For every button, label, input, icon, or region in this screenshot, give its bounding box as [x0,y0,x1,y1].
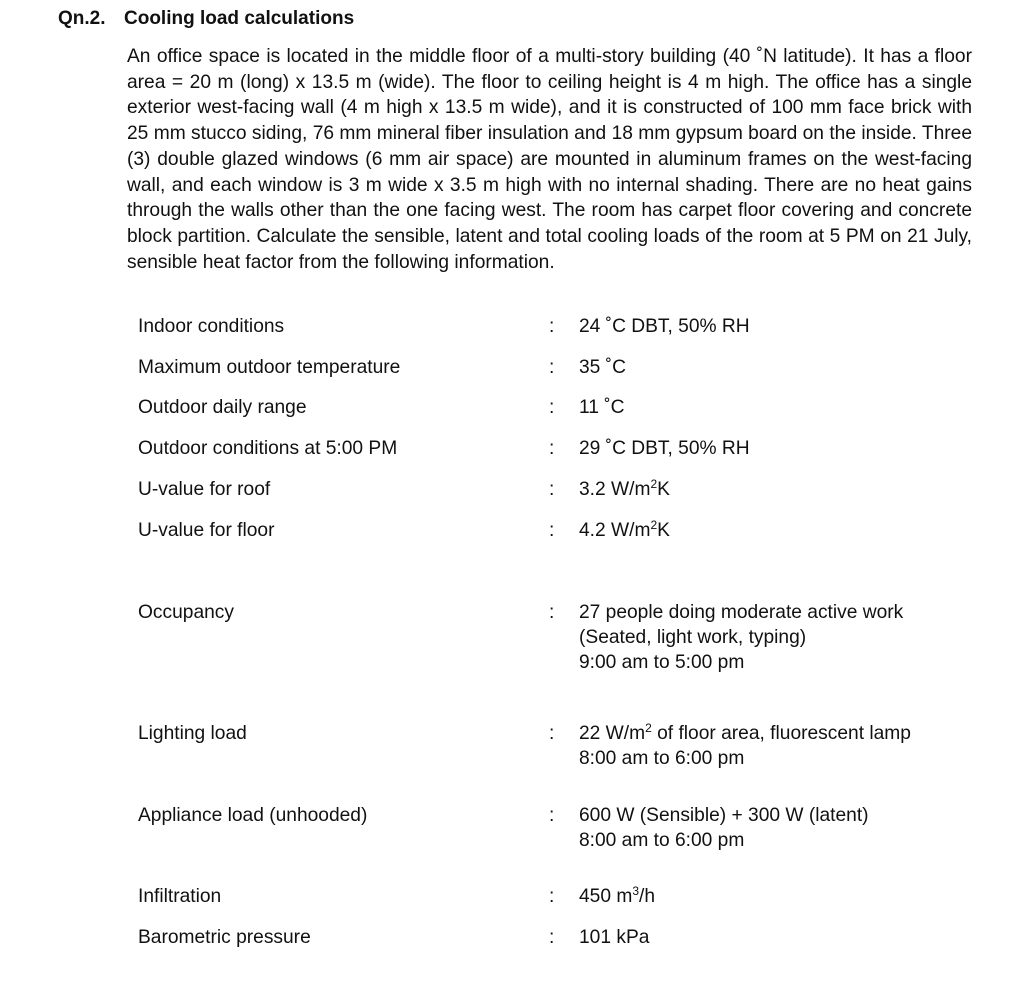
value-line: 600 W (Sensible) + 300 W (latent) [579,805,869,826]
spec-label: Maximum outdoor temperature [138,357,401,378]
spec-colon: : [549,805,555,826]
spec-label: Indoor conditions [138,316,285,337]
value-unit: /h [639,886,656,907]
spec-value [579,477,670,502]
spec-colon: : [549,479,555,500]
spec-colon: : [549,927,555,948]
spec-value [579,721,911,771]
problem-statement: An office space is located in the middle floor of a multi-story building (40 ˚N latitude). It has a floor area = 20 m (long) x 13.5 m (wide). The floor to ceiling height is 4 m high. The office has a single exterior west-facing wall (4 m high x 13.5 m wide), and it is constructed of 100 mm face brick with 25 mm stucco siding, 76 mm mineral fiber insulation and 18 mm gypsum board on the inside. Three (3) double glazed windows (6 mm air space) are mounted in aluminum frames on the west-facing wall, and each window is 3 m wide x 3.5 m high with no internal shading. There are no heat gains through the walls other than the one facing west. The room has carpet floor covering and concrete block partition. Calculate the sensible, latent and total cooling loads of the room at 5 PM on 21 July, sensible heat factor from the following information. [127,46,972,273]
value-text: 450 m [579,886,633,907]
value-unit: K [657,479,670,500]
spec-value: 11 ˚C [579,397,625,418]
value-unit: K [657,520,670,541]
value-line [579,721,911,746]
spec-colon: : [549,397,555,418]
spec-value [579,803,869,853]
value-line: 9:00 am to 5:00 pm [579,652,745,673]
spec-value [579,600,903,675]
value-text: of floor area, fluorescent lamp [651,723,911,744]
question-title: Cooling load calculations [124,8,355,29]
spec-value: 29 ˚C DBT, 50% RH [579,438,750,459]
spec-label: Appliance load (unhooded) [138,805,368,826]
spec-value: 35 ˚C [579,357,626,378]
value-text: 3.2 W/m [579,479,651,500]
superscript: 3 [632,884,640,898]
superscript: 2 [650,518,658,532]
spec-colon: : [549,886,555,907]
spec-label: Infiltration [138,886,222,907]
superscript: 2 [645,721,652,735]
spec-label: Outdoor daily range [138,397,307,418]
spec-value [579,518,670,543]
spec-label: Occupancy [138,602,234,623]
spec-label: Barometric pressure [138,927,311,948]
spec-value: 101 kPa [579,927,650,948]
superscript: 2 [650,477,658,491]
spec-value [579,884,655,909]
question-heading [58,7,354,31]
spec-colon: : [549,602,555,623]
spec-colon: : [549,316,555,337]
value-line: 8:00 am to 6:00 pm [579,830,745,851]
spec-label: U-value for floor [138,520,275,541]
spec-label: Lighting load [138,723,247,744]
value-line: 8:00 am to 6:00 pm [579,748,745,769]
spec-colon: : [549,723,555,744]
value-line: (Seated, light work, typing) [579,627,807,648]
spec-colon: : [549,520,555,541]
value-text: 22 W/m [579,723,646,744]
spec-colon: : [549,438,555,459]
question-number: Qn.2. [58,8,106,29]
value-text: 4.2 W/m [579,520,651,541]
spec-label: U-value for roof [138,479,271,500]
spec-label: Outdoor conditions at 5:00 PM [138,438,398,459]
spec-colon: : [549,357,555,378]
value-line: 27 people doing moderate active work [579,602,904,623]
spec-value: 24 ˚C DBT, 50% RH [579,316,750,337]
